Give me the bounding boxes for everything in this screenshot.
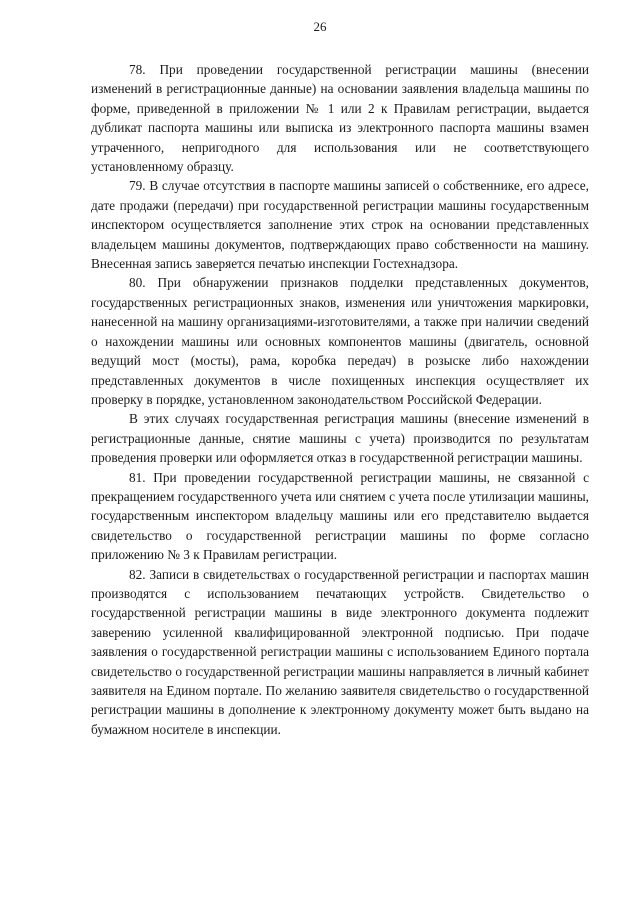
paragraph-81: 81. При проведении государственной регистрации машины, не связанной с прекращением государственного учета или снятием с учета после утилизации машины, государственным инспектором владельцу машины или его представителю выдается свидетельство о государственной регистрации машины по форме согласно приложению № 3 к Правилам регистрации.	[91, 469, 589, 563]
paragraph-80: 80. При обнаружении признаков подделки представленных документов, государственных регистрационных знаков, изменения или уничтожения маркировки, нанесенной на машину организациями-изготовителями, а также при наличии сведений о нахождении машины или основных компонентов машины (двигатель, основной ведущий мост (мосты), рама, коробка передач) в розыске либо нахождении представленных документов в числе похищенных инспекция осуществляет их проверку в порядке, установленном законодательством Российской Федерации.	[91, 275, 589, 407]
document-body	[91, 60, 589, 739]
paragraph-82: 82. Записи в свидетельствах о государственной регистрации и паспортах машин производятся с использованием печатающих устройств. Свидетельство о государственной регистрации машины в виде электронного документа подлежит заверению усиленной квалифицированной электронной подписью. При подаче заявления о государственной регистрации машины с использованием Единого портала свидетельство о государственной регистрации машины направляется в личный кабинет заявителя на Едином портале. По желанию заявителя свидетельство о государственной регистрации машины в дополнение к электронному документу может быть выдано на бумажном носителе в инспекции.	[91, 566, 589, 737]
paragraph-80-continuation: В этих случаях государственная регистрация машины (внесение изменений в регистрационные данные, снятие машины с учета) производится по результатам проведения проверки или оформляется отказ в государственной регистрации машины.	[91, 411, 589, 466]
page-number: 26	[313, 19, 327, 34]
paragraph-79: 79. В случае отсутствия в паспорте машины записей о собственнике, его адресе, дате продажи (передачи) при государственной регистрации машины государственным инспектором осуществляется заполнение этих строк на основании представленных владельцем машины документов, подтверждающих право собственности на машину. Внесенная запись заверяется печатью инспекции Гостехнадзора.	[91, 178, 589, 272]
paragraph-78: 78. При проведении государственной регистрации машины (внесении изменений в регистрационные данные) на основании заявления владельца машины по форме, приведенной в приложении № 1 или 2 к Правилам регистрации, выдается дубликат паспорта машины или выписка из электронного паспорта машины взамен утраченного, непригодного для использования или не соответствующего установленному образцу.	[91, 62, 589, 175]
